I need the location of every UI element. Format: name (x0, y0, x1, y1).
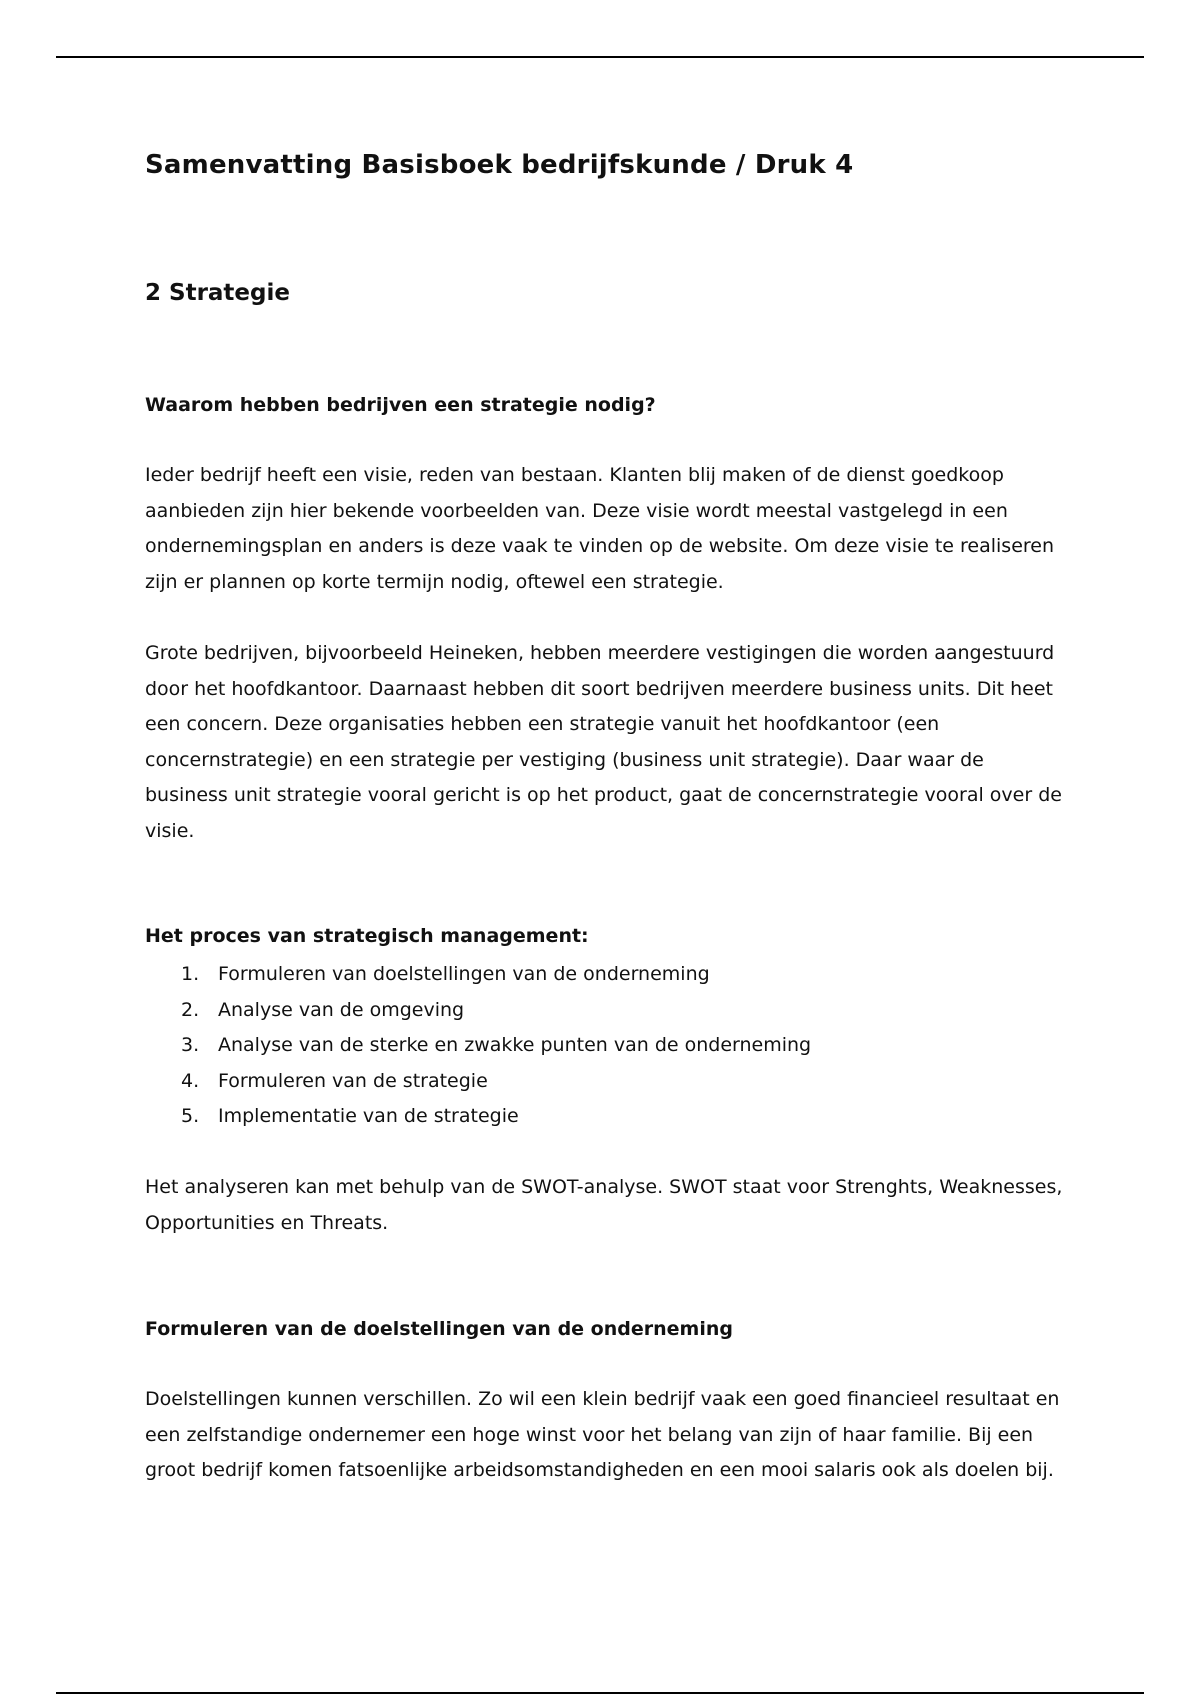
paragraph-objectives: Doelstellingen kunnen verschillen. Zo wil een klein bedrijf vaak een goed financieel resultaat en een zelfstandige ondernemer een hoge winst voor het belang van zijn of haar familie. Bij een groot bedrijf komen fatsoenlijke arbeidsomstandigheden en een mooi salaris ook als doelen bij. (145, 1388, 1060, 1482)
header-rule (56, 56, 1144, 58)
step-text: Implementatie van de strategie (218, 1105, 519, 1128)
paragraph-swot: Het analyseren kan met behulp van de SWOT-analyse. SWOT staat voor Strenghts, Weaknesses, Opportunities en Threats. (145, 1176, 1063, 1234)
step-number: 4. (181, 1069, 200, 1092)
step-text: Formuleren van doelstellingen van de onderneming (218, 963, 710, 985)
step-number: 1. (181, 963, 200, 985)
chapter-title: 2 Strategie (145, 280, 290, 306)
list-item (145, 1099, 811, 1135)
paragraph-concern: Grote bedrijven, bijvoorbeeld Heineken, hebben meerdere vestigingen die worden aangestuurd door het hoofdkantoor. Daarnaast hebben dit soort bedrijven meerdere business units. Dit heet een concern. Deze organisaties hebben een strategie vanuit het hoofdkantoor (een concernstrategie) en een strategie per vestiging (business unit strategie). Daar waar de business unit strategie vooral gericht is op het product, gaat de concernstrategie vooral over de visie. (145, 642, 1062, 842)
paragraph-vision: Ieder bedrijf heeft een visie, reden van bestaan. Klanten blij maken of de dienst goedkoop aanbieden zijn hier bekende voorbeelden van. Deze visie wordt meestal vastgelegd in een ondernemingsplan en anders is deze vaak te vinden op de website. Om deze visie te realiseren zijn er plannen op korte termijn nodig, oftewel een strategie. (145, 464, 1055, 593)
list-item (145, 1028, 811, 1064)
list-item (145, 957, 811, 993)
footer-rule (56, 1692, 1144, 1694)
step-text: Analyse van de omgeving (218, 998, 465, 1021)
process-steps-list (145, 957, 811, 1135)
step-number: 3. (181, 1034, 200, 1057)
document-title: Samenvatting Basisboek bedrijfskunde / Druk 4 (145, 150, 854, 180)
section-heading-objectives: Formuleren van de doelstellingen van de onderneming (145, 1318, 733, 1340)
step-text: Analyse van de sterke en zwakke punten van de onderneming (218, 1034, 812, 1057)
section-heading-process: Het proces van strategisch management: (145, 925, 589, 947)
section-heading-why-strategy: Waarom hebben bedrijven een strategie nodig? (145, 394, 656, 416)
list-item (145, 1064, 811, 1100)
list-item (145, 993, 811, 1029)
step-number: 2. (181, 998, 200, 1021)
step-number: 5. (181, 1105, 200, 1128)
step-text: Formuleren van de strategie (218, 1069, 488, 1092)
